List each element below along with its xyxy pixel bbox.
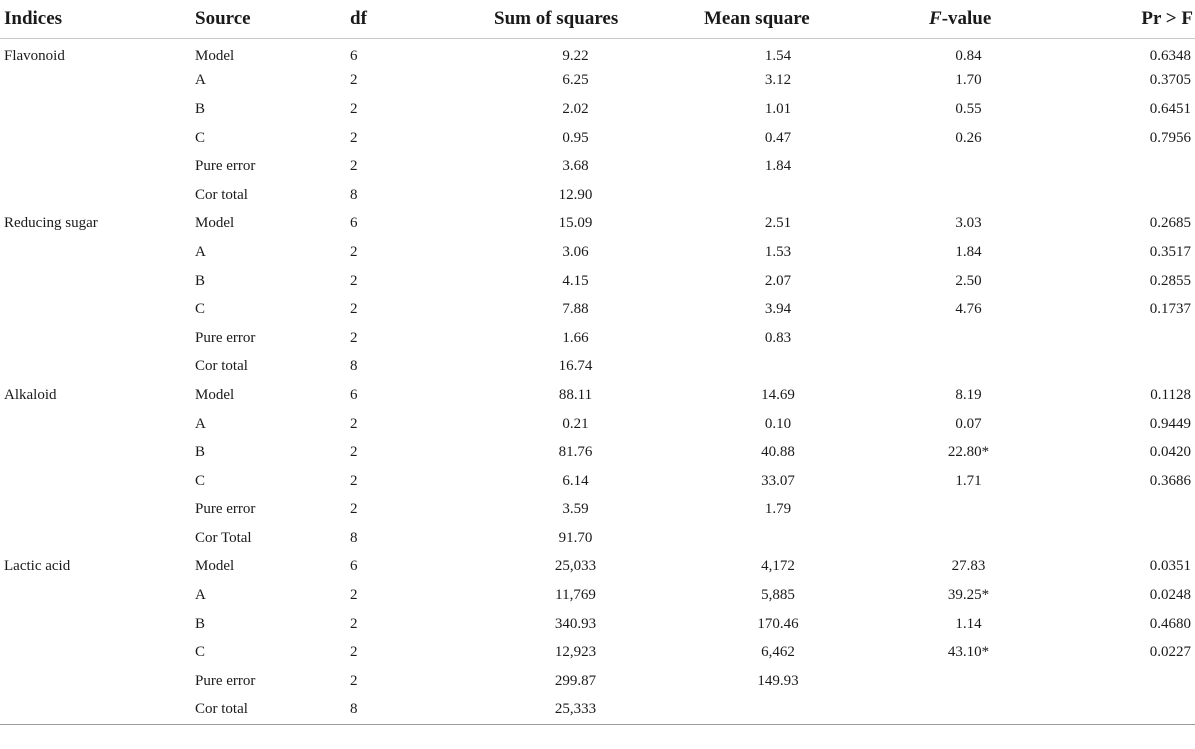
cell-sum-of-squares: 16.74 [558,358,593,375]
cell-f-value [876,152,1061,181]
cell-f-value: 8.19 [955,386,982,403]
header-mean-square: Mean square [680,0,876,38]
cell-source: A [195,587,206,604]
cell-df: 2 [350,415,358,432]
cell-source: Cor total [195,186,248,203]
cell-df: 2 [350,444,358,461]
cell-pr-f: 0.9449 [1149,415,1191,432]
cell-pr-f: 0.0420 [1149,444,1191,461]
cell-indices: Lactic acid [4,558,71,575]
cell-df: 8 [350,186,358,203]
cell-df: 6 [350,558,358,575]
table-row [0,210,1195,239]
cell-f-value: 22.80* [947,444,990,461]
table-row [0,524,1195,553]
cell-f-value: 3.03 [955,215,982,232]
cell-pr-f: 0.1737 [1149,301,1191,318]
table-row [0,152,1195,181]
cell-indices [0,610,195,639]
cell-indices [0,467,195,496]
cell-indices [0,696,195,725]
cell-sum-of-squares: 6.14 [562,472,589,489]
cell-df: 2 [350,72,358,89]
table-row [0,496,1195,525]
cell-indices [0,124,195,153]
cell-sum-of-squares: 25,033 [554,558,597,575]
cell-sum-of-squares: 299.87 [554,672,597,689]
cell-pr-f: 0.2855 [1149,272,1191,289]
cell-source: Pure error [195,158,256,175]
table-row [0,696,1195,725]
cell-pr-f: 0.6348 [1149,48,1191,65]
header-row [0,0,1195,38]
cell-pr-f [1061,152,1195,181]
cell-df: 2 [350,615,358,632]
cell-pr-f: 0.0227 [1149,644,1191,661]
cell-sum-of-squares: 3.06 [562,243,589,260]
cell-sum-of-squares: 0.95 [562,129,589,146]
cell-source: A [195,243,206,260]
header-f-suffix: -value [941,7,992,29]
cell-source: Pure error [195,329,256,346]
cell-indices: Reducing sugar [4,215,98,232]
cell-sum-of-squares: 7.88 [562,301,589,318]
cell-indices [0,410,195,439]
cell-pr-f [1061,181,1195,210]
table-row [0,238,1195,267]
cell-df: 2 [350,587,358,604]
cell-f-value [876,524,1061,553]
cell-pr-f [1061,324,1195,353]
cell-indices [0,67,195,96]
cell-f-value: 0.55 [955,100,982,117]
cell-pr-f [1061,667,1195,696]
cell-source: Cor total [195,696,350,725]
header-f-value [876,0,1061,38]
cell-indices [0,353,195,382]
cell-source: Model [195,48,235,65]
table-row [0,638,1195,667]
cell-sum-of-squares: 1.66 [562,329,589,346]
cell-mean-square: 2.07 [764,272,792,289]
cell-mean-square: 1.79 [764,501,792,518]
cell-pr-f: 0.3686 [1149,472,1191,489]
cell-pr-f: 0.6451 [1149,100,1191,117]
cell-sum-of-squares: 91.70 [558,529,593,546]
cell-f-value: 2.50 [955,272,982,289]
cell-df: 2 [350,672,358,689]
cell-df: 6 [350,386,358,403]
cell-pr-f: 0.0351 [1149,558,1191,575]
table-body [0,38,1195,724]
cell-source: C [195,472,206,489]
cell-f-value [876,353,1061,382]
table-row [0,438,1195,467]
header-df: df [350,0,471,38]
table-row [0,295,1195,324]
cell-mean-square: 2.51 [764,215,792,232]
cell-mean-square: 0.10 [764,415,792,432]
cell-f-value: 1.70 [955,72,982,89]
cell-indices [0,638,195,667]
cell-indices [0,667,195,696]
cell-sum-of-squares: 2.02 [562,100,589,117]
cell-df: 2 [350,329,358,346]
cell-f-value: 0.84 [955,48,982,65]
cell-sum-of-squares: 88.11 [558,386,593,403]
table-row [0,267,1195,296]
cell-sum-of-squares: 3.68 [562,158,589,175]
cell-source: Pure error [195,501,256,518]
cell-df: 2 [350,301,358,318]
cell-sum-of-squares: 12.90 [558,186,593,203]
table-row [0,181,1195,210]
cell-df: 6 [350,48,358,65]
cell-pr-f: 0.3517 [1149,243,1191,260]
cell-source: B [195,272,206,289]
cell-sum-of-squares: 6.25 [562,72,589,89]
cell-pr-f: 0.4680 [1149,615,1191,632]
table-row [0,667,1195,696]
cell-indices [0,438,195,467]
cell-df: 2 [350,243,358,260]
cell-source: Cor total [195,358,248,375]
cell-sum-of-squares: 4.15 [562,272,589,289]
cell-pr-f: 0.2685 [1149,215,1191,232]
cell-source: B [195,444,206,461]
cell-f-value [876,181,1061,210]
table-row [0,324,1195,353]
table-row [0,38,1195,67]
cell-df: 2 [350,100,358,117]
cell-df: 8 [350,529,358,546]
cell-sum-of-squares: 9.22 [562,48,589,65]
cell-pr-f: 0.1128 [1150,386,1191,403]
cell-source: Cor Total [195,529,252,546]
cell-df: 2 [350,272,358,289]
cell-source: Model [195,558,235,575]
cell-mean-square: 40.88 [761,444,795,461]
cell-sum-of-squares: 340.93 [554,615,597,632]
header-source: Source [195,0,350,38]
header-indices: Indices [0,0,195,38]
cell-indices [0,267,195,296]
cell-mean-square: 149.93 [757,672,799,689]
cell-mean-square: 3.12 [764,72,792,89]
cell-sum-of-squares: 81.76 [558,444,593,461]
cell-source: B [195,615,206,632]
cell-mean-square: 1.84 [764,158,792,175]
header-f-italic: F [929,7,942,29]
cell-indices: Flavonoid [4,48,65,65]
cell-mean-square: 1.01 [764,100,792,117]
cell-f-value: 0.26 [955,129,982,146]
header-sum-of-squares: Sum of squares [471,0,680,38]
table-row [0,467,1195,496]
cell-f-value [876,667,1061,696]
cell-source: B [195,100,206,117]
cell-mean-square [680,353,876,382]
cell-mean-square: 6,462 [761,644,795,661]
table-row [0,95,1195,124]
cell-sum-of-squares: 11,769 [555,587,596,604]
cell-mean-square [680,181,876,210]
cell-source: Model [195,386,235,403]
cell-f-value: 27.83 [951,558,986,575]
cell-indices [0,152,195,181]
cell-source: C [195,301,206,318]
cell-source: A [195,415,206,432]
cell-indices [0,295,195,324]
table-row [0,67,1195,96]
cell-pr-f [1061,524,1195,553]
cell-pr-f [1061,696,1195,725]
cell-source: A [195,72,206,89]
cell-df: 8 [350,358,358,375]
cell-source: Pure error [195,672,256,689]
cell-source: Model [195,215,235,232]
cell-f-value: 1.14 [955,615,982,632]
cell-indices [0,238,195,267]
cell-df: 2 [350,129,358,146]
cell-sum-of-squares: 3.59 [562,501,589,518]
cell-f-value [876,696,1061,725]
cell-mean-square: 1.53 [764,243,792,260]
cell-sum-of-squares: 25,333 [471,696,680,725]
cell-f-value: 1.84 [955,243,982,260]
cell-indices [0,581,195,610]
cell-pr-f [1061,496,1195,525]
cell-source: C [195,644,206,661]
cell-pr-f: 0.0248 [1149,587,1191,604]
cell-f-value: 43.10* [947,644,990,661]
table-header [0,0,1195,38]
cell-f-value: 0.07 [955,415,982,432]
header-pr-f: Pr > F [1061,0,1195,38]
cell-f-value [876,324,1061,353]
cell-f-value: 4.76 [955,301,982,318]
cell-f-value [876,496,1061,525]
cell-pr-f: 0.3705 [1149,72,1191,89]
cell-mean-square: 170.46 [757,615,799,632]
cell-mean-square: 5,885 [761,587,795,604]
table-row [0,553,1195,582]
cell-pr-f: 0.7956 [1149,129,1191,146]
cell-mean-square: 0.83 [764,329,792,346]
cell-f-value: 1.71 [955,472,982,489]
cell-mean-square: 14.69 [761,386,795,403]
cell-df: 8 [350,696,471,725]
cell-pr-f [1061,353,1195,382]
cell-indices [0,524,195,553]
table-row [0,353,1195,382]
cell-indices [0,95,195,124]
cell-indices [0,496,195,525]
cell-mean-square: 3.94 [764,301,792,318]
cell-indices [0,181,195,210]
cell-mean-square: 33.07 [761,472,795,489]
cell-sum-of-squares: 15.09 [558,215,593,232]
cell-mean-square: 4,172 [761,558,795,575]
cell-indices [0,324,195,353]
cell-indices: Alkaloid [4,386,57,403]
cell-mean-square [680,696,876,725]
table-row [0,381,1195,410]
cell-f-value: 39.25* [947,587,990,604]
cell-df: 2 [350,501,358,518]
table-row [0,124,1195,153]
table-row [0,581,1195,610]
cell-mean-square: 0.47 [764,129,792,146]
cell-df: 2 [350,644,358,661]
table-row [0,610,1195,639]
table-row [0,410,1195,439]
cell-sum-of-squares: 12,923 [554,644,597,661]
cell-sum-of-squares: 0.21 [562,415,589,432]
cell-df: 6 [350,215,358,232]
cell-mean-square [680,524,876,553]
cell-df: 2 [350,472,358,489]
cell-source: C [195,129,206,146]
cell-mean-square: 1.54 [764,48,792,65]
cell-df: 2 [350,158,358,175]
